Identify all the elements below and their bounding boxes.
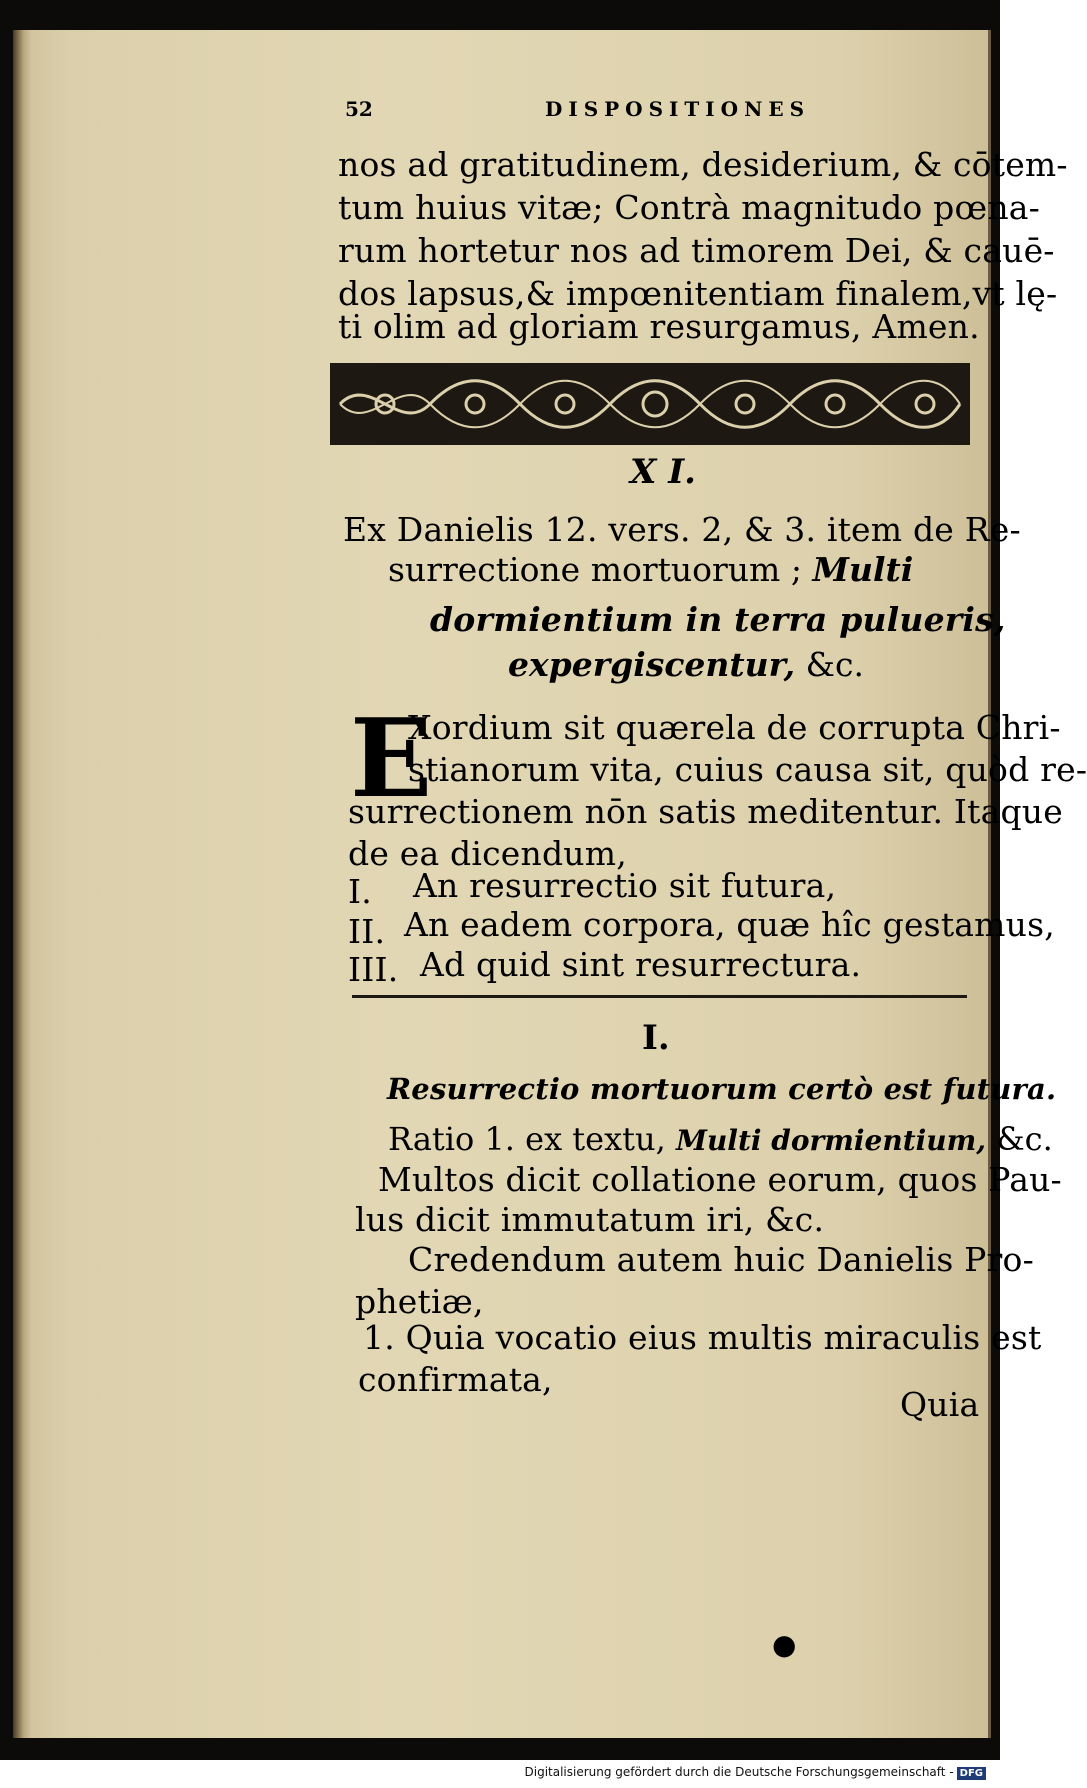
text-line: Multos dicit collatione eorum, quos Pau-: [378, 1160, 1062, 1199]
text-line: tum huius vitæ; Contrà magnitudo pœna-: [338, 188, 1041, 227]
catchword: Quia: [900, 1385, 980, 1424]
text-line: surrectionem nōn satis meditentur. Itaque: [348, 792, 1063, 831]
part-number: I.: [642, 1018, 670, 1058]
text-line: [508, 645, 864, 684]
text-line-italic: dormientium in terra pulueris,: [430, 600, 1006, 639]
section-number: X I.: [630, 452, 696, 492]
text-line: [388, 550, 913, 589]
text-line: phetiæ,: [355, 1282, 484, 1321]
text-line: rum hortetur nos ad timorem Dei, & cauē-: [338, 231, 1055, 270]
text-line: ti olim ad gloriam resurgamus, Amen.: [338, 307, 980, 346]
text-line: lus dicit immutatum iri, &c.: [355, 1200, 825, 1239]
text-line: stianorum vita, cuius causa sit, quòd re-: [408, 750, 1087, 789]
page-number: 52: [345, 97, 373, 121]
question-number: I.: [348, 872, 372, 911]
text-line: Xordium sit quærela de corrupta Chri-: [408, 708, 1061, 747]
dfg-logo: DFG: [957, 1767, 986, 1780]
question-text: An resurrectio sit futura,: [413, 866, 837, 905]
text-segment-italic: Multi: [812, 550, 914, 589]
footer-text: Digitalisierung gefördert durch die Deutsche Forschungsgemeinschaft -: [524, 1765, 954, 1779]
text-segment: Ratio 1. ex textu,: [388, 1120, 666, 1158]
text-line: confirmata,: [358, 1360, 553, 1399]
question-text: An eadem corpora, quæ hîc gestamus,: [404, 905, 1055, 944]
text-line: Ex Danielis 12. vers. 2, & 3. item de Re-: [343, 510, 1021, 549]
part-heading: Resurrectio mortuorum certò est futura.: [387, 1072, 1057, 1106]
footer-credit: [525, 1765, 987, 1780]
text-line: Credendum autem huic Danielis Pro-: [408, 1240, 1034, 1279]
text-line: [388, 1120, 1053, 1158]
text-line: nos ad gratitudinem, desiderium, & cōtem-: [338, 145, 1068, 184]
text-line: 1. Quia vocatio eius multis miraculis est: [363, 1318, 1042, 1357]
running-head: [345, 97, 811, 137]
page-binding-edge: [13, 30, 31, 1738]
text-segment-italic: Multi dormientium,: [675, 1124, 987, 1157]
drop-cap: E: [350, 696, 433, 822]
ink-spot: ●: [772, 1628, 797, 1661]
text-segment-italic: expergiscentur,: [508, 645, 796, 684]
horizontal-rule: [352, 995, 967, 998]
text-segment: &c.: [996, 1120, 1053, 1158]
question-number: II.: [348, 912, 386, 951]
running-title: DISPOSITIONES: [545, 97, 811, 121]
text-line: dos lapsus,& impœnitentiam finalem,vt lę-: [338, 274, 1058, 313]
text-segment: &c.: [805, 645, 864, 684]
ornamental-band: [330, 363, 970, 445]
question-text: Ad quid sint resurrectura.: [420, 945, 862, 984]
text-segment: surrectione mortuorum ;: [388, 550, 802, 589]
question-number: III.: [348, 950, 399, 989]
text-line: de ea dicendum,: [348, 834, 627, 873]
